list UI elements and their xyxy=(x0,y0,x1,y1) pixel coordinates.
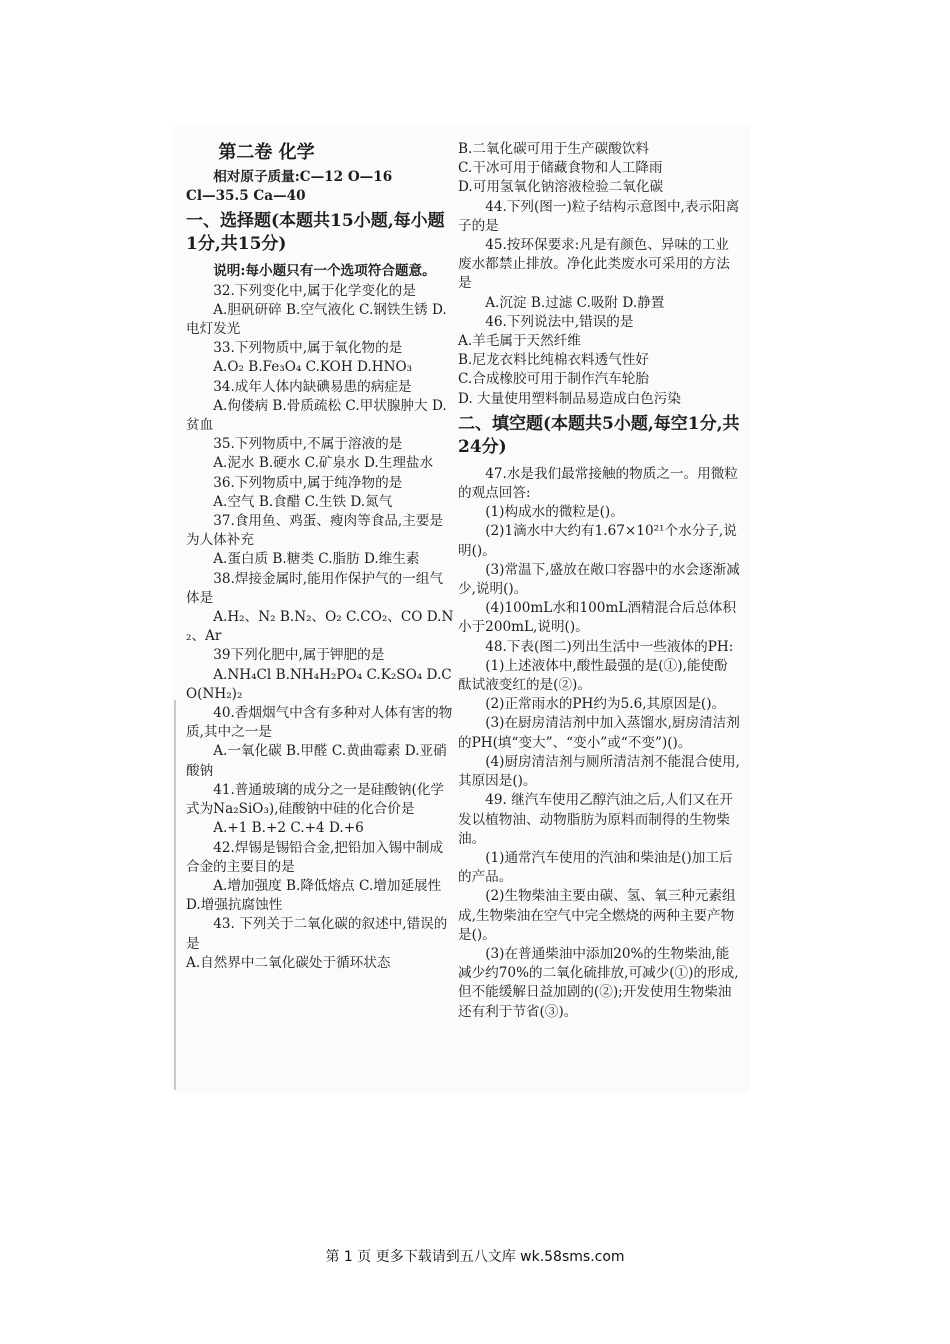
text-line: (2)正常雨水的PH约为5.6,其原因是()。 xyxy=(485,696,726,713)
text-line: (3)在厨房清洁剂中加入蒸馏水,厨房清洁剂的PH(填“变大”、“变小”或“不变”)()。 xyxy=(458,715,740,751)
text-line: (3)常温下,盛放在敞口容器中的水会逐渐减少,说明()。 xyxy=(458,561,740,598)
text-line: B.尼龙衣料比纯棉衣料透气性好 xyxy=(458,352,650,369)
text-line: 39下列化肥中,属于钾肥的是 xyxy=(213,647,385,664)
text-line: A.O₂ B.Fe₃O₄ C.KOH D.HNO₃ xyxy=(213,359,413,376)
text-line: C.合成橡胶可用于制作汽车轮胎 xyxy=(458,371,649,388)
text-line: (4)厨房清洁剂与厕所清洁剂不能混合使用,其原因是()。 xyxy=(458,753,740,790)
text-line: A.羊毛属于天然纤维 xyxy=(458,333,581,350)
text-line: (2)生物柴油主要由碳、氢、氧三种元素组成,生物柴油在空气中完全燃烧的两种主要产物是()。 xyxy=(458,888,736,943)
scan-edge-line xyxy=(174,700,176,1090)
text-line: 36.下列物质中,属于纯净物的是 xyxy=(213,474,403,491)
text-line: B.二氧化碳可用于生产碳酸饮料 xyxy=(458,141,650,157)
text-line: A.H₂、N₂ B.N₂、O₂ C.CO₂、CO D.N₂、Ar xyxy=(186,609,454,645)
text-line: 33.下列物质中,属于氧化物的是 xyxy=(213,340,403,357)
section-heading: 二、填空题(本题共5小题,每空1分,共24分) xyxy=(458,413,740,457)
text-line: A.一氧化碳 B.甲醛 C.黄曲霉素 D.亚硝酸钠 xyxy=(186,743,447,779)
text-line: Cl—35.5 Ca—40 xyxy=(186,188,306,205)
text-line: A.胆矾研碎 B.空气液化 C.钢铁生锈 D.电灯发光 xyxy=(186,301,447,338)
right-column xyxy=(458,140,740,1022)
text-line: (4)100mL水和100mL酒精混合后总体积小于200mL,说明()。 xyxy=(458,600,737,636)
text-line: 44.下列(图一)粒子结构示意图中,表示阳离子的是 xyxy=(458,198,740,234)
text-line: 34.成年人体内缺碘易患的病症是 xyxy=(213,378,412,395)
section-heading: 一、选择题(本题共15小题,每小题1分,共15分) xyxy=(186,211,445,255)
text-line: 41.普通玻璃的成分之一是硅酸钠(化学式为Na₂SiO₃),硅酸钠中硅的化合价是 xyxy=(186,781,445,818)
text-line: 48.下表(图二)列出生活中一些液体的PH: xyxy=(485,638,734,655)
page-footer: 第 1 页 更多下载请到五八文库 wk.58sms.com xyxy=(325,1249,625,1265)
text-line: 38.焊接金属时,能用作保护气的一组气体是 xyxy=(186,570,444,606)
text-line: 40.香烟烟气中含有多种对人体有害的物质,其中之一是 xyxy=(186,705,453,741)
text-line: A.泥水 B.硬水 C.矿泉水 D.生理盐水 xyxy=(213,455,434,472)
text-line: A.沉淀 B.过滤 C.吸附 D.静置 xyxy=(485,294,665,311)
text-line: 说明:每小题只有一个选项符合题意。 xyxy=(213,263,436,280)
text-line: 37.食用鱼、鸡蛋、瘦肉等食品,主要是为人体补充 xyxy=(186,513,444,549)
text-line: C.干冰可用于储藏食物和人工降雨 xyxy=(458,160,663,177)
text-line: (1)通常汽车使用的汽油和柴油是()加工后的产品。 xyxy=(458,849,733,886)
text-line: A.蛋白质 B.糖类 C.脂肪 D.维生素 xyxy=(213,551,420,568)
left-column xyxy=(186,140,454,973)
text-line: A.NH₄Cl B.NH₄H₂PO₄ C.K₂SO₄ D.CO(NH₂)₂ xyxy=(186,666,452,702)
text-line: (1)上述液体中,酸性最强的是(①),能使酚酞试液变红的是(②)。 xyxy=(458,657,728,694)
text-line: (3)在普通柴油中添加20%的生物柴油,能减少约70%的二氧化硫排放,可减少(①)的形成,但不能缓解日益加剧的(②);开发使用生物柴油还有利于节省(③)。 xyxy=(458,945,739,1020)
text-line: (1)构成水的微粒是()。 xyxy=(485,504,624,521)
text-line: 45.按环保要求:凡是有颜色、异味的工业废水都禁止排放。净化此类废水可采用的方法是 xyxy=(458,237,730,292)
text-line: 32.下列变化中,属于化学变化的是 xyxy=(213,282,416,299)
text-line: 相对原子质量:C—12 O—16 xyxy=(213,169,393,185)
text-line: D. 大量使用塑料制品易造成白色污染 xyxy=(458,390,681,407)
text-line: 43. 下列关于二氧化碳的叙述中,错误的是 xyxy=(186,916,448,952)
text-line: 47.水是我们最常接触的物质之一。用微粒的观点回答: xyxy=(458,465,738,502)
text-line: A.+1 B.+2 C.+4 D.+6 xyxy=(213,820,364,837)
text-line: A.自然界中二氧化碳处于循环状态 xyxy=(186,954,391,971)
text-line: 46.下列说法中,错误的是 xyxy=(485,313,634,330)
paper-title: 第二卷 化学 xyxy=(218,142,315,163)
text-line: (2)1滴水中大约有1.67×10²¹个水分子,说明()。 xyxy=(458,523,737,559)
text-line: D.可用氢氧化钠溶液检验二氧化碳 xyxy=(458,179,664,196)
text-line: 42.焊锡是锡铅合金,把铅加入锡中制成合金的主要目的是 xyxy=(186,839,444,875)
text-line: 35.下列物质中,不属于溶液的是 xyxy=(213,436,403,453)
text-line: A.空气 B.食醋 C.生铁 D.氮气 xyxy=(213,493,393,510)
text-line: A.增加强度 B.降低熔点 C.增加延展性 D.增强抗腐蚀性 xyxy=(186,877,442,914)
text-line: A.佝偻病 B.骨质疏松 C.甲状腺肿大 D.贫血 xyxy=(186,397,447,434)
text-line: 49. 继汽车使用乙醇汽油之后,人们又在开发以植物油、动物脂肪为原料而制得的生物柴油。 xyxy=(458,792,733,847)
